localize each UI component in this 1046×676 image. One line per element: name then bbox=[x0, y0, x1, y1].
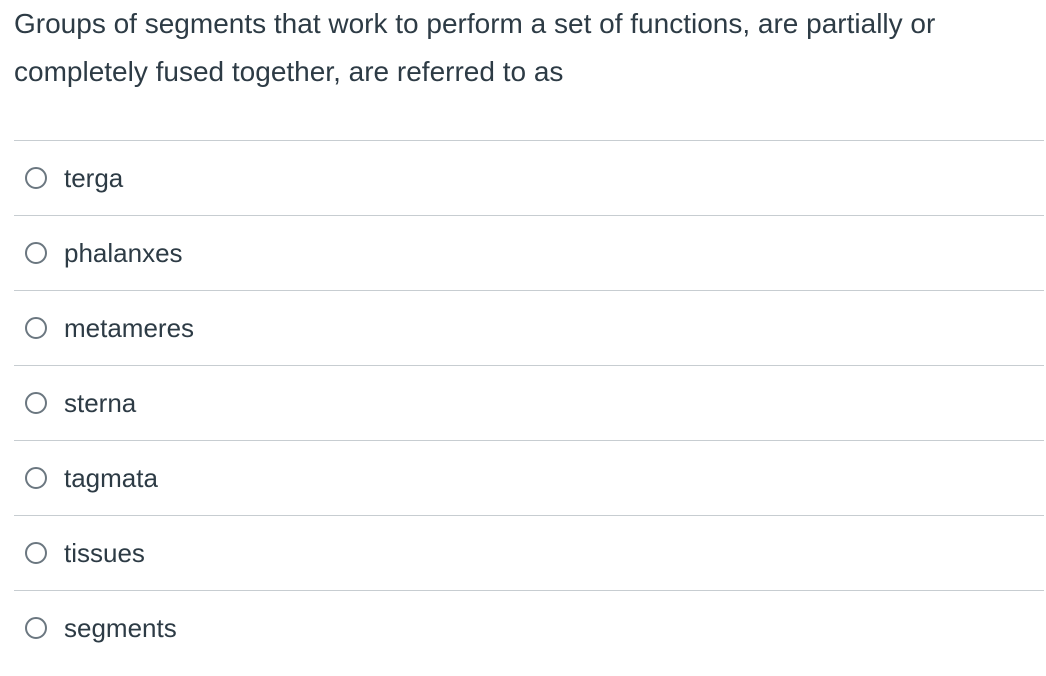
answer-label[interactable]: terga bbox=[64, 163, 124, 193]
radio-button[interactable] bbox=[25, 392, 47, 414]
question-block bbox=[14, 0, 1034, 96]
answer-list bbox=[14, 140, 1044, 666]
radio-button[interactable] bbox=[25, 317, 47, 339]
radio-button[interactable] bbox=[25, 242, 47, 264]
answer-option-segments[interactable] bbox=[14, 591, 1044, 666]
radio-button[interactable] bbox=[25, 542, 47, 564]
radio-button[interactable] bbox=[25, 617, 47, 639]
answer-label[interactable]: phalanxes bbox=[64, 238, 183, 268]
answer-option-metameres[interactable] bbox=[14, 291, 1044, 366]
radio-button[interactable] bbox=[25, 167, 47, 189]
answer-label[interactable]: tagmata bbox=[64, 463, 158, 493]
answer-option-tissues[interactable] bbox=[14, 516, 1044, 591]
answer-label[interactable]: tissues bbox=[64, 538, 145, 568]
question-text: Groups of segments that work to perform a set of functions, are partially or completely fused together, are referred to as bbox=[14, 8, 936, 87]
answer-option-sterna[interactable] bbox=[14, 366, 1044, 441]
answer-label[interactable]: sterna bbox=[64, 388, 137, 418]
answer-label[interactable]: segments bbox=[64, 613, 177, 643]
answer-option-phalanxes[interactable] bbox=[14, 216, 1044, 291]
answer-option-tagmata[interactable] bbox=[14, 441, 1044, 516]
answer-option-terga[interactable] bbox=[14, 141, 1044, 216]
answer-label[interactable]: metameres bbox=[64, 313, 195, 343]
radio-button[interactable] bbox=[25, 467, 47, 489]
